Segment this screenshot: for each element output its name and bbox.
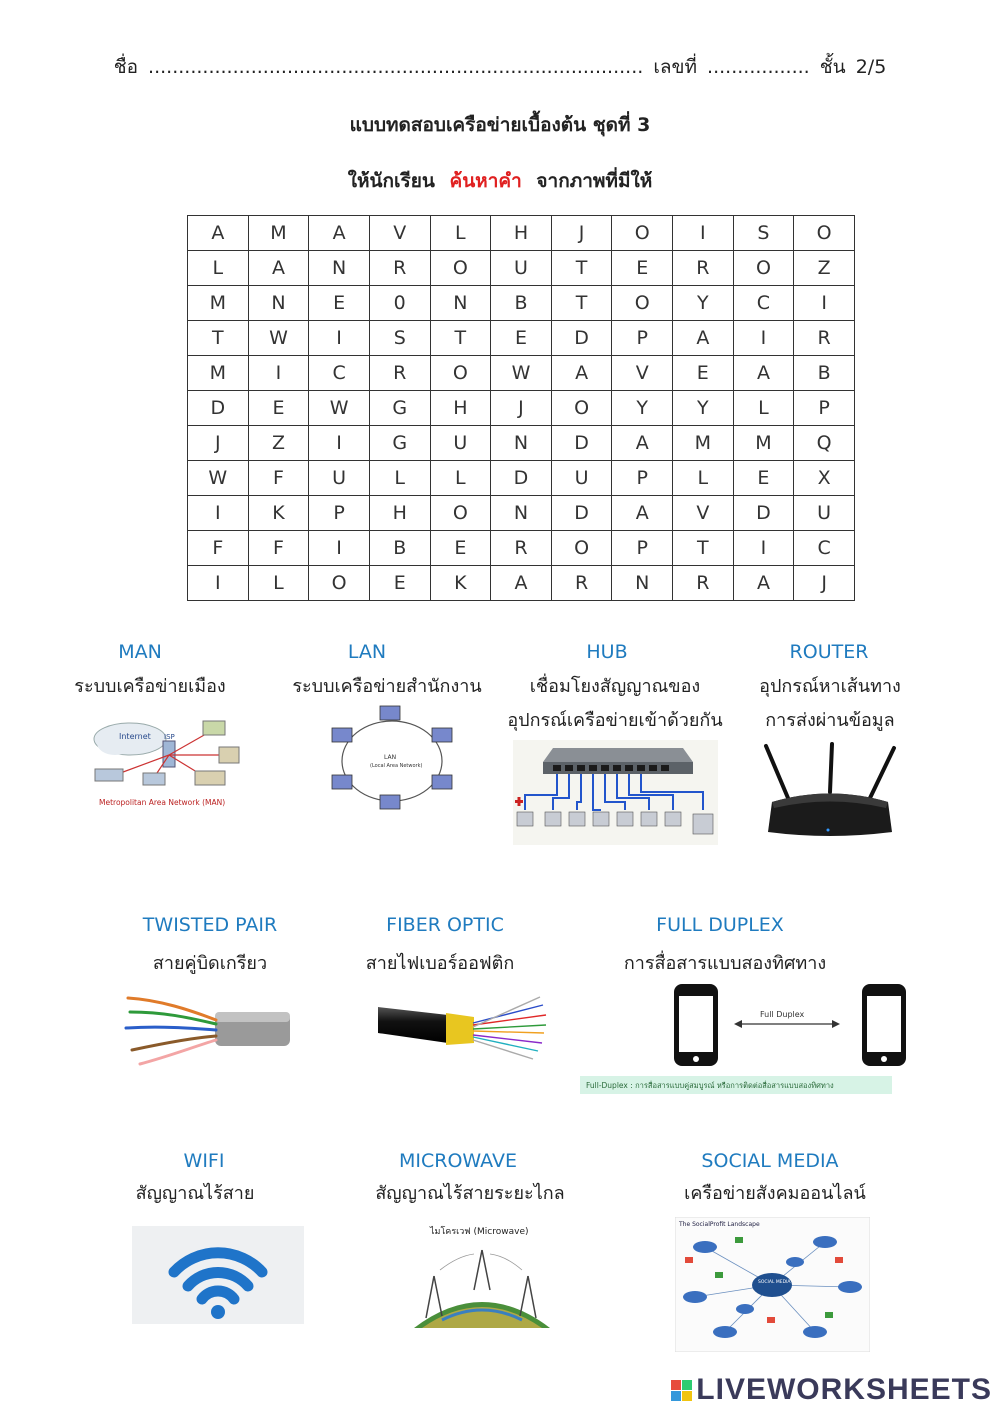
grid-cell[interactable]: W bbox=[309, 391, 370, 426]
grid-row bbox=[188, 216, 855, 251]
grid-cell[interactable]: O bbox=[430, 356, 491, 391]
grid-cell[interactable]: A bbox=[188, 216, 249, 251]
grid-cell[interactable]: L bbox=[430, 216, 491, 251]
grid-cell[interactable]: A bbox=[309, 216, 370, 251]
grid-cell[interactable]: S bbox=[733, 216, 794, 251]
grid-cell[interactable]: A bbox=[673, 321, 734, 356]
desc-microwave: สัญญาณไร้สายระยะไกล bbox=[375, 1183, 565, 1204]
lan-diagram-image bbox=[320, 703, 465, 813]
grid-cell[interactable]: J bbox=[188, 426, 249, 461]
grid-row bbox=[188, 531, 855, 566]
grid-cell[interactable]: E bbox=[673, 356, 734, 391]
duplex-banner: Full-Duplex : การสื่อสารแบบคู่สมบูรณ์ หรือการติดต่อสื่อสารแบบสองทิศทาง bbox=[586, 1081, 834, 1090]
term-fiber-optic: FIBER OPTIC bbox=[386, 914, 504, 936]
instruction-highlight: ค้นหาคำ bbox=[449, 170, 522, 192]
grid-cell[interactable]: N bbox=[491, 496, 552, 531]
fiber-optic-image bbox=[378, 985, 548, 1065]
grid-cell[interactable]: I bbox=[673, 216, 734, 251]
cloud-label: Internet bbox=[119, 732, 151, 741]
grid-cell[interactable]: H bbox=[430, 391, 491, 426]
grid-cell[interactable]: D bbox=[733, 496, 794, 531]
desc-hub-2: อุปกรณ์เครือข่ายเข้าด้วยกัน bbox=[507, 710, 723, 731]
grid-cell[interactable]: I bbox=[188, 496, 249, 531]
grid-cell[interactable]: U bbox=[309, 461, 370, 496]
wifi-image bbox=[132, 1226, 304, 1324]
grid-cell[interactable]: O bbox=[612, 286, 673, 321]
grid-cell[interactable]: I bbox=[794, 286, 855, 321]
grid-cell[interactable]: V bbox=[673, 496, 734, 531]
grid-cell[interactable]: A bbox=[551, 356, 612, 391]
grid-cell[interactable]: B bbox=[794, 356, 855, 391]
grid-cell[interactable]: Y bbox=[673, 286, 734, 321]
microwave-caption: ไมโครเวฟ (Microwave) bbox=[430, 1227, 529, 1237]
desc-router-1: อุปกรณ์หาเส้นทาง bbox=[759, 676, 901, 697]
grid-cell[interactable]: W bbox=[188, 461, 249, 496]
desc-fiber-optic: สายไฟเบอร์ออฟติก bbox=[365, 953, 515, 974]
grid-cell[interactable]: O bbox=[733, 251, 794, 286]
grid-cell[interactable]: V bbox=[369, 216, 430, 251]
grid-cell[interactable]: N bbox=[491, 426, 552, 461]
grid-cell[interactable]: O bbox=[794, 216, 855, 251]
desc-lan: ระบบเครือข่ายสำนักงาน bbox=[292, 676, 482, 697]
grid-cell[interactable]: A bbox=[491, 566, 552, 601]
grid-cell[interactable]: E bbox=[612, 251, 673, 286]
isp-label: ISP bbox=[164, 733, 175, 741]
social-caption-hub: SOCIAL MEDIA bbox=[758, 1280, 791, 1285]
grid-cell[interactable]: D bbox=[551, 321, 612, 356]
grid-cell[interactable]: N bbox=[309, 251, 370, 286]
grid-cell[interactable]: O bbox=[612, 216, 673, 251]
grid-cell[interactable]: O bbox=[430, 496, 491, 531]
grid-cell[interactable]: D bbox=[188, 391, 249, 426]
grid-cell[interactable]: T bbox=[673, 531, 734, 566]
grid-cell[interactable]: K bbox=[430, 566, 491, 601]
grid-cell[interactable]: O bbox=[430, 251, 491, 286]
worksheet-title: แบบทดสอบเครือข่ายเบื้องต้น ชุดที่ 3 bbox=[349, 114, 651, 136]
grid-cell[interactable]: P bbox=[794, 391, 855, 426]
grid-cell[interactable]: D bbox=[491, 461, 552, 496]
grid-cell[interactable]: F bbox=[248, 461, 309, 496]
grid-cell[interactable]: T bbox=[188, 321, 249, 356]
term-lan: LAN bbox=[347, 641, 387, 663]
grid-cell[interactable]: P bbox=[309, 496, 370, 531]
term-social-media: SOCIAL MEDIA bbox=[701, 1150, 839, 1172]
number-label: เลขที่ bbox=[653, 56, 697, 78]
grid-row bbox=[188, 391, 855, 426]
term-full-duplex: FULL DUPLEX bbox=[656, 914, 784, 936]
grid-cell[interactable]: T bbox=[551, 251, 612, 286]
grid-row bbox=[188, 321, 855, 356]
grid-cell[interactable]: M bbox=[673, 426, 734, 461]
number-blank[interactable]: ................. bbox=[707, 56, 810, 78]
grid-row bbox=[188, 426, 855, 461]
term-hub: HUB bbox=[586, 641, 628, 663]
grid-cell[interactable]: B bbox=[491, 286, 552, 321]
grid-cell[interactable]: 0 bbox=[369, 286, 430, 321]
grid-cell[interactable]: Z bbox=[794, 251, 855, 286]
grid-cell[interactable]: Z bbox=[248, 426, 309, 461]
grid-cell[interactable]: Y bbox=[612, 391, 673, 426]
grid-cell[interactable]: L bbox=[733, 391, 794, 426]
grid-cell[interactable]: N bbox=[612, 566, 673, 601]
word-search-grid bbox=[187, 215, 855, 601]
grid-cell[interactable]: P bbox=[612, 321, 673, 356]
grid-cell[interactable]: L bbox=[430, 461, 491, 496]
grid-cell[interactable]: F bbox=[248, 531, 309, 566]
grid-cell[interactable]: R bbox=[673, 251, 734, 286]
instruction-part1: ให้นักเรียน bbox=[347, 170, 435, 192]
lan-caption-2: (Local Area Network) bbox=[370, 763, 423, 769]
grid-cell[interactable]: I bbox=[309, 531, 370, 566]
grid-cell[interactable]: E bbox=[369, 566, 430, 601]
grid-cell[interactable]: U bbox=[794, 496, 855, 531]
grid-cell[interactable]: O bbox=[551, 531, 612, 566]
term-microwave: MICROWAVE bbox=[399, 1150, 517, 1172]
grid-cell[interactable]: C bbox=[309, 356, 370, 391]
class-label: ชั้น bbox=[819, 56, 846, 78]
grid-cell[interactable]: R bbox=[673, 566, 734, 601]
grid-cell[interactable]: A bbox=[612, 496, 673, 531]
grid-cell[interactable]: E bbox=[491, 321, 552, 356]
grid-cell[interactable]: G bbox=[369, 391, 430, 426]
desc-social-media: เครือข่ายสังคมออนไลน์ bbox=[684, 1183, 866, 1204]
grid-cell[interactable]: R bbox=[369, 251, 430, 286]
microwave-image bbox=[412, 1220, 552, 1328]
grid-cell[interactable]: O bbox=[309, 566, 370, 601]
grid-cell[interactable]: M bbox=[733, 426, 794, 461]
grid-cell[interactable]: U bbox=[551, 461, 612, 496]
social-media-image bbox=[675, 1217, 870, 1352]
grid-cell[interactable]: C bbox=[733, 286, 794, 321]
grid-cell[interactable]: Q bbox=[794, 426, 855, 461]
grid-row bbox=[188, 461, 855, 496]
grid-cell[interactable]: J bbox=[551, 216, 612, 251]
grid-cell[interactable]: M bbox=[188, 286, 249, 321]
grid-cell[interactable]: J bbox=[794, 566, 855, 601]
desc-router-2: การส่งผ่านข้อมูล bbox=[765, 710, 895, 731]
grid-cell[interactable]: U bbox=[430, 426, 491, 461]
grid-cell[interactable]: H bbox=[491, 216, 552, 251]
grid-cell[interactable]: I bbox=[309, 321, 370, 356]
grid-cell[interactable]: G bbox=[369, 426, 430, 461]
grid-row bbox=[188, 286, 855, 321]
grid-cell[interactable]: R bbox=[551, 566, 612, 601]
desc-hub-1: เชื่อมโยงสัญญาณของ bbox=[529, 676, 701, 697]
man-caption: Metropolitan Area Network (MAN) bbox=[99, 798, 226, 807]
grid-cell[interactable]: R bbox=[491, 531, 552, 566]
term-wifi: WIFI bbox=[183, 1150, 225, 1172]
grid-cell[interactable]: D bbox=[551, 426, 612, 461]
name-blank[interactable]: .................................................................................. bbox=[148, 56, 644, 78]
grid-cell[interactable]: N bbox=[248, 286, 309, 321]
grid-cell[interactable]: X bbox=[794, 461, 855, 496]
instruction-part2: จากภาพที่มีให้ bbox=[536, 170, 653, 192]
twisted-pair-image bbox=[120, 990, 290, 1070]
class-value: 2/5 bbox=[855, 56, 887, 78]
isp-building-icon bbox=[163, 741, 175, 767]
duplex-caption: Full Duplex bbox=[760, 1010, 805, 1019]
grid-cell[interactable]: R bbox=[369, 356, 430, 391]
grid-cell[interactable]: I bbox=[733, 321, 794, 356]
grid-cell[interactable]: A bbox=[733, 566, 794, 601]
desc-twisted-pair: สายคู่บิดเกรียว bbox=[152, 953, 268, 974]
grid-row bbox=[188, 251, 855, 286]
grid-row bbox=[188, 356, 855, 391]
grid-cell[interactable]: H bbox=[369, 496, 430, 531]
logo-mark-icon bbox=[671, 1380, 692, 1401]
logo-text: LIVEWORKSHEETS bbox=[696, 1373, 992, 1406]
grid-cell[interactable]: A bbox=[248, 251, 309, 286]
logo-mark-square bbox=[682, 1391, 692, 1401]
grid-cell[interactable]: K bbox=[248, 496, 309, 531]
grid-cell[interactable]: D bbox=[551, 496, 612, 531]
instruction bbox=[0, 166, 1000, 196]
grid-cell[interactable]: E bbox=[430, 531, 491, 566]
grid-cell[interactable]: A bbox=[733, 356, 794, 391]
desc-wifi: สัญญาณไร้สาย bbox=[135, 1183, 255, 1204]
grid-cell[interactable]: M bbox=[188, 356, 249, 391]
logo-mark-square bbox=[671, 1391, 681, 1401]
full-duplex-image bbox=[578, 980, 908, 1102]
social-caption-title: The SocialProfit Landscape bbox=[679, 1221, 760, 1228]
grid-cell[interactable]: P bbox=[612, 531, 673, 566]
grid-cell[interactable]: I bbox=[733, 531, 794, 566]
student-info-line bbox=[0, 52, 1000, 82]
logo-mark-square bbox=[682, 1380, 692, 1390]
grid-cell[interactable]: E bbox=[309, 286, 370, 321]
grid-cell[interactable]: W bbox=[491, 356, 552, 391]
grid-cell[interactable]: I bbox=[248, 356, 309, 391]
lan-caption: LAN bbox=[384, 754, 397, 761]
router-image bbox=[760, 740, 900, 840]
grid-cell[interactable]: L bbox=[188, 251, 249, 286]
grid-cell[interactable]: N bbox=[430, 286, 491, 321]
grid-cell[interactable]: I bbox=[188, 566, 249, 601]
grid-cell[interactable]: J bbox=[491, 391, 552, 426]
term-router: ROUTER bbox=[789, 641, 869, 663]
logo-mark-square bbox=[671, 1380, 681, 1390]
desc-full-duplex: การสื่อสารแบบสองทิศทาง bbox=[623, 953, 827, 974]
grid-cell[interactable]: F bbox=[188, 531, 249, 566]
man-diagram-image bbox=[85, 715, 245, 810]
hub-image bbox=[513, 740, 718, 845]
grid-row bbox=[188, 496, 855, 531]
grid-cell[interactable]: E bbox=[248, 391, 309, 426]
grid-cell[interactable]: M bbox=[248, 216, 309, 251]
grid-cell[interactable]: W bbox=[248, 321, 309, 356]
grid-cell[interactable]: T bbox=[430, 321, 491, 356]
grid-cell[interactable]: C bbox=[794, 531, 855, 566]
grid-cell[interactable]: L bbox=[369, 461, 430, 496]
grid-cell[interactable]: T bbox=[551, 286, 612, 321]
grid-cell[interactable]: B bbox=[369, 531, 430, 566]
grid-cell[interactable]: Y bbox=[673, 391, 734, 426]
grid-cell[interactable]: L bbox=[673, 461, 734, 496]
grid-cell[interactable]: A bbox=[612, 426, 673, 461]
grid-cell[interactable]: E bbox=[733, 461, 794, 496]
term-man: MAN bbox=[118, 641, 162, 663]
desc-man: ระบบเครือข่ายเมือง bbox=[74, 676, 226, 697]
grid-cell[interactable]: S bbox=[369, 321, 430, 356]
grid-cell[interactable]: P bbox=[612, 461, 673, 496]
liveworksheets-logo bbox=[671, 1373, 992, 1407]
grid-row bbox=[188, 566, 855, 601]
grid-cell[interactable]: O bbox=[551, 391, 612, 426]
grid-cell[interactable]: I bbox=[309, 426, 370, 461]
grid-cell[interactable]: V bbox=[612, 356, 673, 391]
grid-cell[interactable]: R bbox=[794, 321, 855, 356]
grid-cell[interactable]: L bbox=[248, 566, 309, 601]
term-twisted-pair: TWISTED PAIR bbox=[142, 914, 278, 936]
name-label: ชื่อ bbox=[113, 56, 138, 78]
grid-cell[interactable]: U bbox=[491, 251, 552, 286]
